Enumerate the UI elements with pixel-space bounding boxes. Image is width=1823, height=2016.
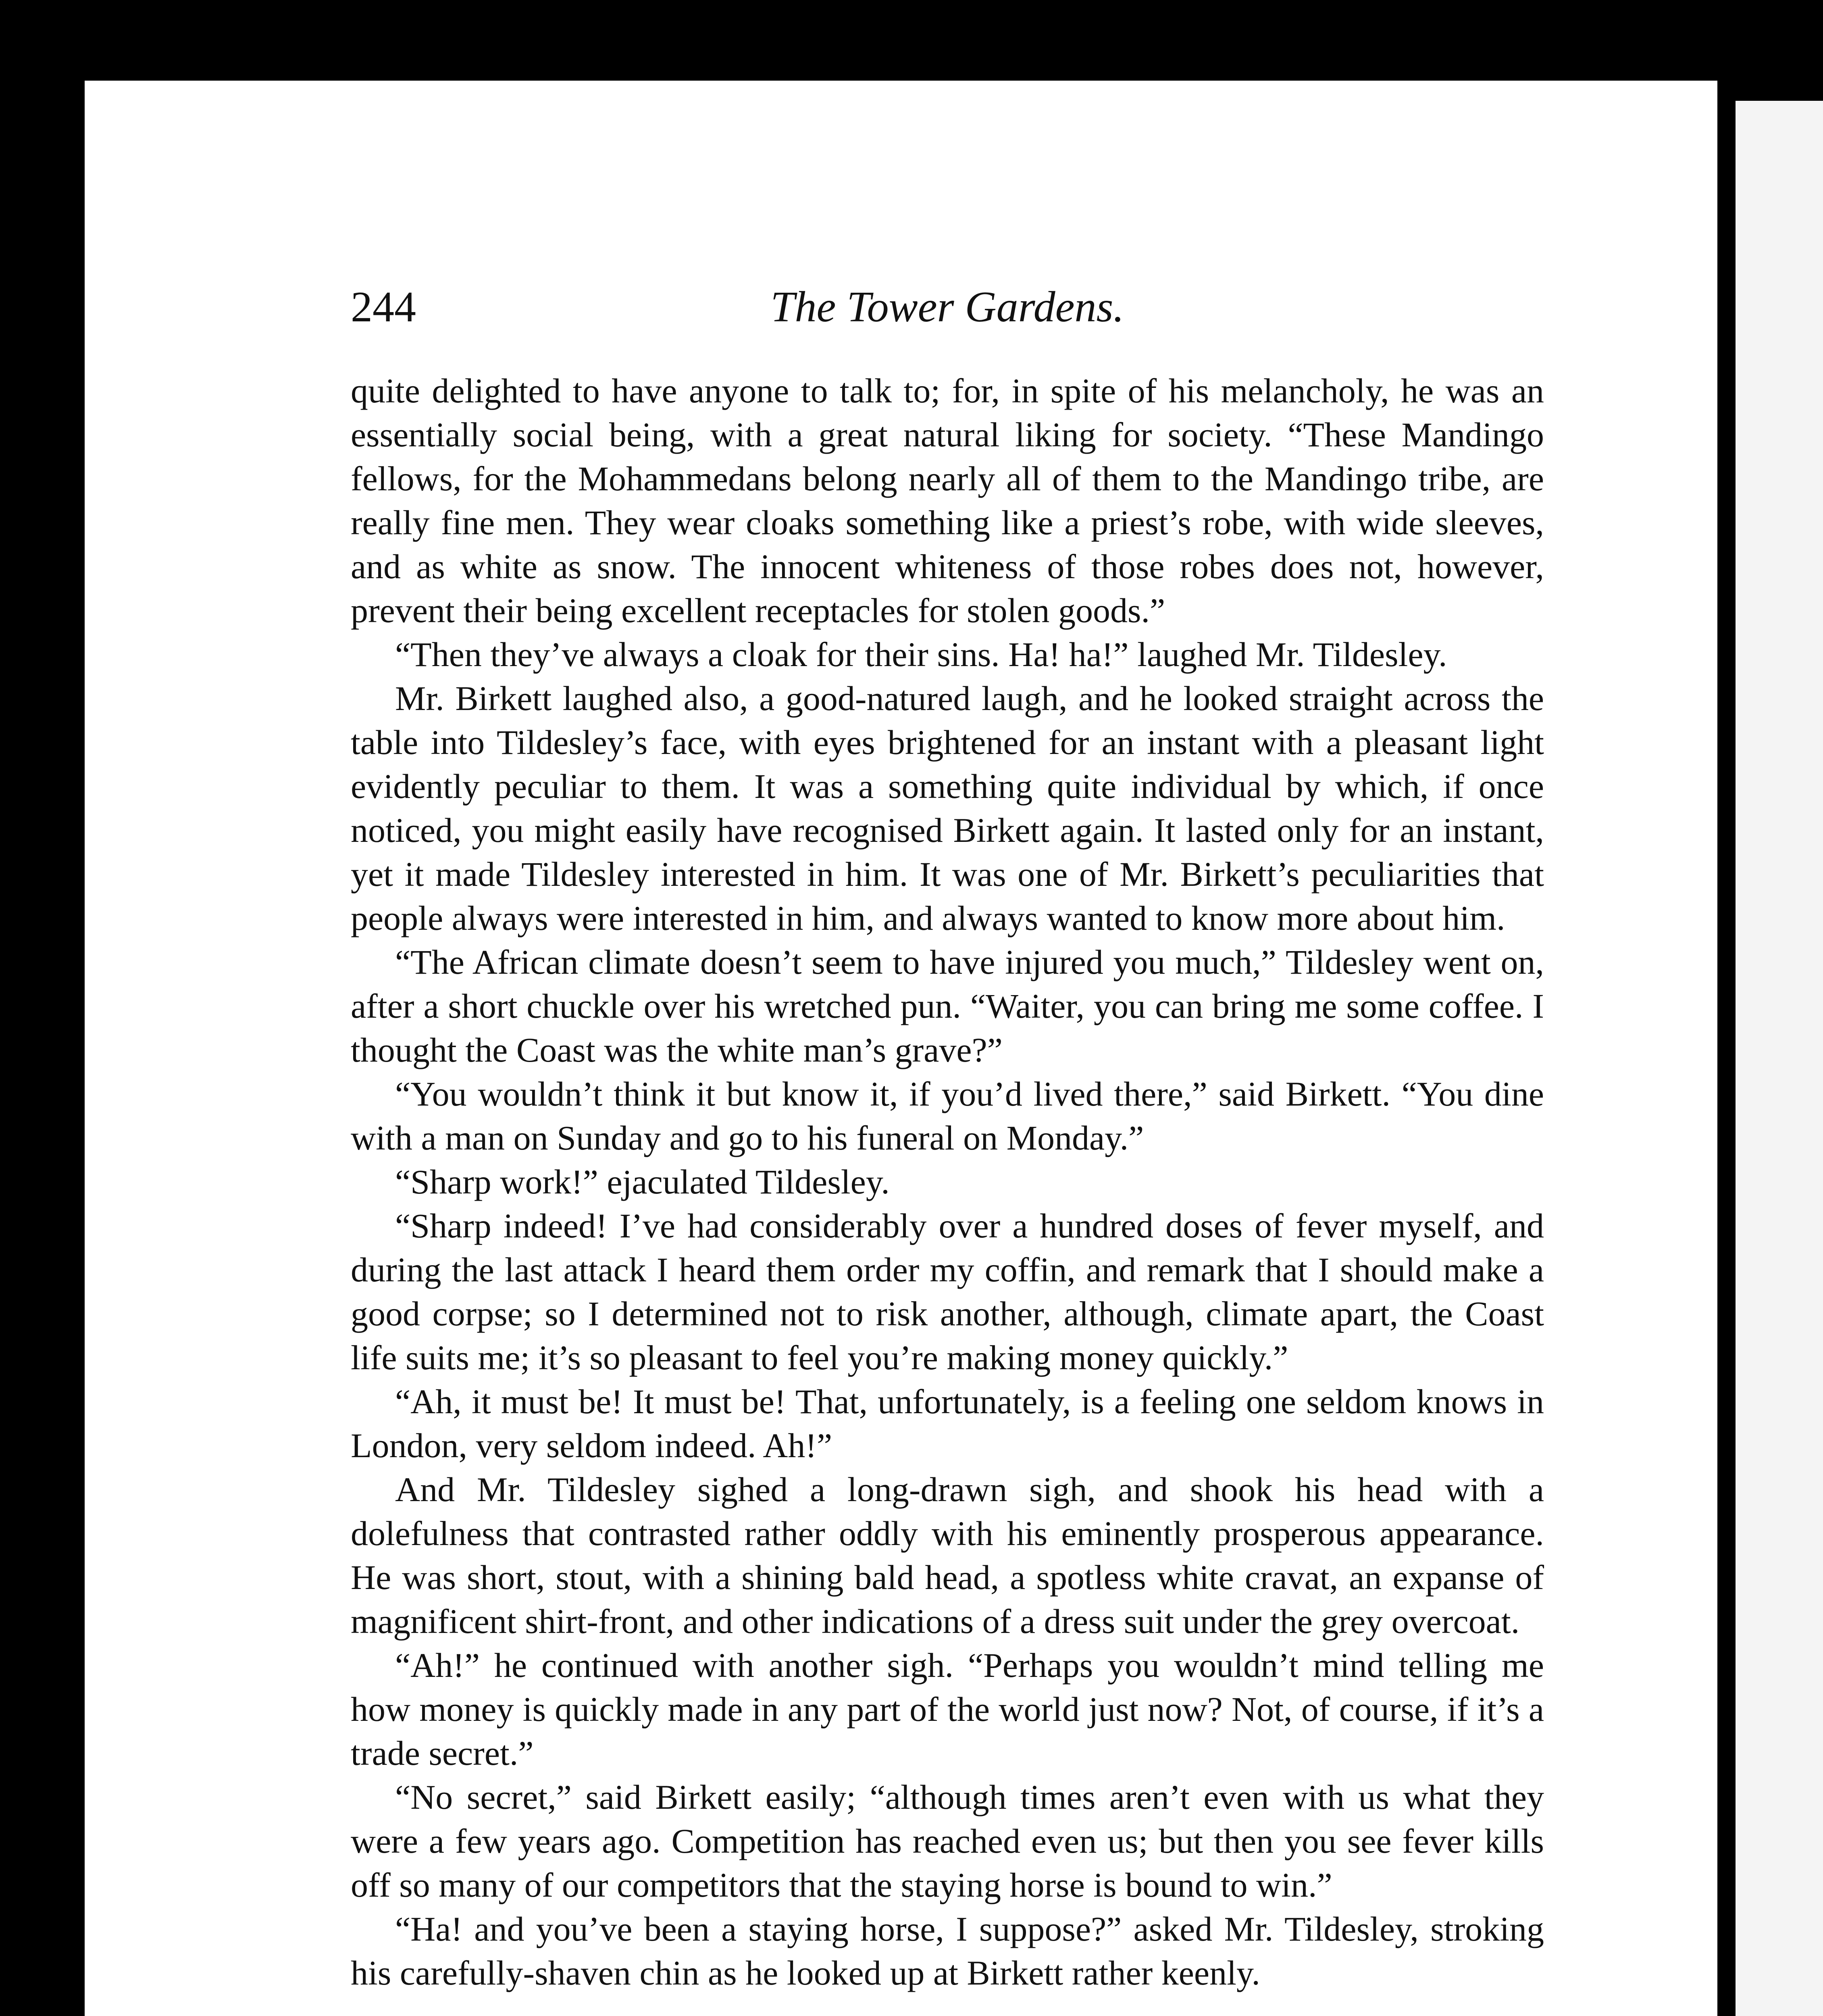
paragraph: “Sharp indeed! I’ve had considerably over a hundred doses of fever myself, and during the last attack I heard them order my coffin, and remark that I should make a good corpse; so I determined not to risk another, although, climate apart, the Coast life suits me; it’s so pleasant to feel you’re making money quickly.” bbox=[351, 1206, 1544, 1377]
paragraph: Mr. Birkett laughed also, a good-natured laugh, and he looked straight across the table into Tildesley’s face, with eyes brightened for an instant with a pleasant light evidently peculiar to them. It was a something quite individual by which, if once noticed, you might easily have recognised Birkett again. It lasted only for an instant, yet it made Tildesley interested in him. It was one of Mr. Birkett’s peculiarities that people always were interested in him, and always wanted to know more about him. bbox=[351, 679, 1544, 937]
paragraph: “You wouldn’t think it but know it, if you’d lived there,” said Birkett. “You dine with a man on Sunday and go to his funeral on Monday.” bbox=[351, 1075, 1544, 1157]
paragraph: “The African climate doesn’t seem to have injured you much,” Tildesley went on, after a short chuckle over his wretched pun. “Waiter, you can bring me some coffee. I thought the Coast was the white man’s grave?” bbox=[351, 943, 1544, 1069]
page-header bbox=[351, 282, 1544, 347]
running-title: The Tower Gardens. bbox=[770, 283, 1124, 331]
next-page-edge bbox=[1736, 101, 1823, 2016]
paragraph: And Mr. Tildesley sighed a long-drawn sigh, and shook his head with a dolefulness that contrasted rather oddly with his eminently prosperous appearance. He was short, stout, with a shining bald head, a spotless white cravat, an expanse of magnificent shirt-front, and other indications of a dress suit under the grey overcoat. bbox=[351, 1470, 1544, 1641]
paragraph: “Ha! and you’ve been a staying horse, I suppose?” asked Mr. Tildesley, stroking his carefully-shaven chin as he looked up at Birkett rather keenly. bbox=[351, 1910, 1544, 1992]
page-number: 244 bbox=[351, 283, 416, 331]
paragraph: “Ah, it must be! It must be! That, unfortunately, is a feeling one seldom knows in London, very seldom indeed. Ah!” bbox=[351, 1382, 1544, 1465]
paragraph: “Ah!” he continued with another sigh. “Perhaps you wouldn’t mind telling me how money is quickly made in any part of the world just now? Not, of course, if it’s a trade secret.” bbox=[351, 1646, 1544, 1772]
paragraph: “Then they’ve always a cloak for their sins. Ha! ha!” laughed Mr. Tildesley. bbox=[395, 635, 1447, 674]
paragraph: quite delighted to have anyone to talk to; for, in spite of his melancholy, he was an essentially social being, with a great natural liking for society. “These Mandingo fellows, for the Mohammedans belong nearly all of them to the Mandingo tribe, are really fine men. They wear cloaks something like a priest’s robe, with wide sleeves, and as white as snow. The innocent whiteness of those robes does not, however, prevent their being excellent receptacles for stolen goods.” bbox=[351, 371, 1544, 630]
paragraph: “No secret,” said Birkett easily; “although times aren’t even with us what they were a few years ago. Competition has reached even us; but then you see fever kills off so many of our competitors that the staying horse is bound to win.” bbox=[351, 1778, 1544, 1904]
body-text bbox=[351, 369, 1544, 1995]
paragraph: “Sharp work!” ejaculated Tildesley. bbox=[395, 1162, 890, 1201]
